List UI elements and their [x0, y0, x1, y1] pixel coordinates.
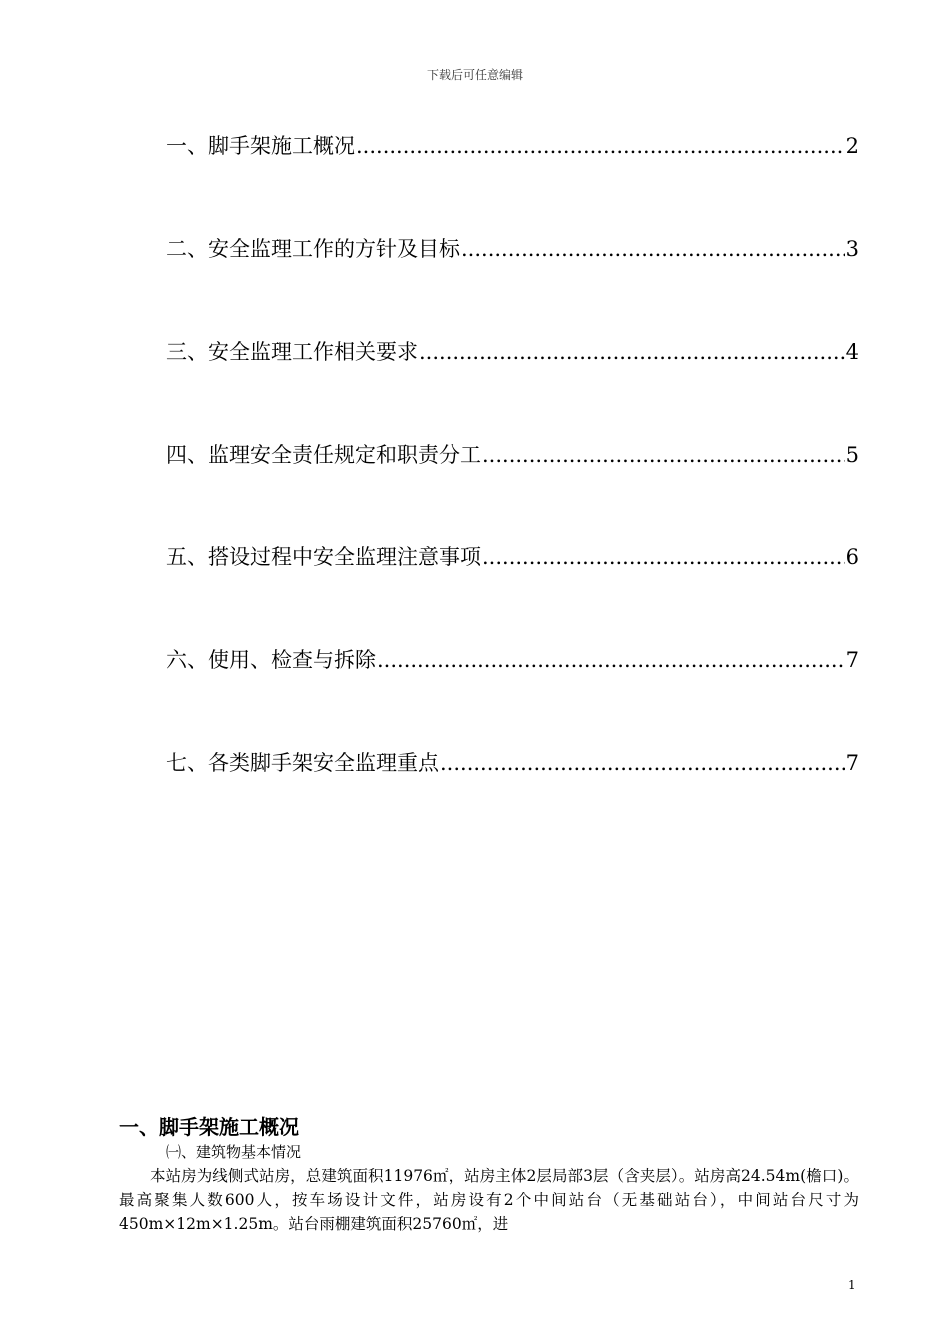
toc-leader-dots — [356, 131, 845, 161]
toc-entry-title: 七、各类脚手架安全监理重点 — [166, 751, 439, 775]
section-heading: 一、脚手架施工概况 — [119, 1115, 299, 1139]
toc-entry-title: 一、脚手架施工概况 — [166, 134, 355, 158]
toc-leader-dots — [377, 645, 845, 675]
toc-entry-title: 三、安全监理工作相关要求 — [166, 340, 418, 364]
toc-entry-page: 7 — [845, 751, 859, 775]
toc-leader-dots — [482, 542, 845, 572]
page-header: 下载后可任意编辑 — [426, 68, 523, 82]
toc-entry[interactable] — [166, 131, 859, 161]
toc-entry[interactable] — [166, 748, 859, 778]
sub-heading: ㈠、建筑物基本情况 — [166, 1143, 302, 1161]
body-paragraph: 本站房为线侧式站房，总建筑面积11976㎡，站房主体2层局部3层（含夹层）。站房高24.54m(檐口)。最高聚集人数600人，按车场设计文件，站房设有2个中间站台（无基础站台），中间站台尺寸为450m×12m×1.25m。站台雨棚建筑面积25760㎡，进 — [119, 1167, 859, 1233]
toc-entry-page: 4 — [845, 340, 859, 364]
toc-entry-title: 二、安全监理工作的方针及目标 — [166, 237, 460, 261]
toc-leader-dots — [482, 440, 845, 470]
toc-entry[interactable] — [166, 645, 859, 675]
toc-entry[interactable] — [166, 234, 859, 264]
toc-entry-page: 3 — [845, 237, 859, 261]
toc-entry-page: 7 — [845, 648, 859, 672]
toc-entry-page: 2 — [845, 134, 859, 158]
page-number: 1 — [848, 1278, 856, 1292]
toc-leader-dots — [461, 234, 845, 264]
toc-entry[interactable] — [166, 337, 859, 367]
toc-entry-title: 四、监理安全责任规定和职责分工 — [166, 443, 481, 467]
toc-entry-title: 六、使用、检查与拆除 — [166, 648, 376, 672]
toc-entry-page: 5 — [845, 443, 859, 467]
toc-leader-dots — [440, 748, 845, 778]
toc-leader-dots — [419, 337, 845, 367]
toc-entry-page: 6 — [845, 545, 859, 569]
toc-entry-title: 五、搭设过程中安全监理注意事项 — [166, 545, 481, 569]
toc-entry[interactable] — [166, 542, 859, 572]
toc-entry[interactable] — [166, 440, 859, 470]
